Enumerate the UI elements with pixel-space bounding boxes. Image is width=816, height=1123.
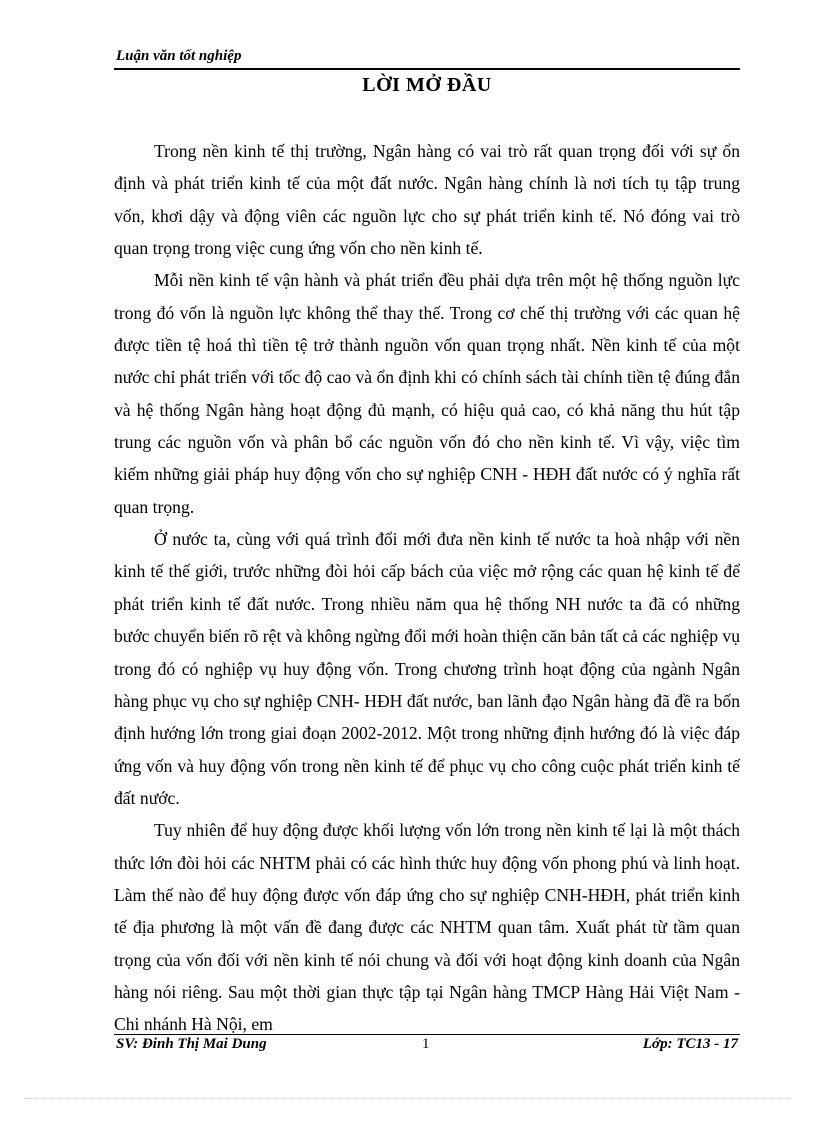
document-body: [114, 135, 740, 1041]
page-edge-divider: [24, 1098, 792, 1099]
page-footer: [114, 1034, 740, 1055]
page-header: [114, 46, 740, 70]
paragraph: Trong nền kinh tế thị trường, Ngân hàng có vai trò rất quan trọng đối với sự ổn định và phát triển kinh tế của một đất nước. Ngân hàng chính là nơi tích tụ tập trung vốn, khơi dậy và động viên các nguồn lực cho sự phát triển kinh tế. Nó đóng vai trò quan trọng trong việc cung ứng vốn cho nền kinh tế.: [114, 141, 740, 259]
paragraph: Tuy nhiên để huy động được khối lượng vốn lớn trong nền kinh tế lại là một thách thức lớn đòi hỏi các NHTM phải có các hình thức huy động vốn phong phú và linh hoạt. Làm thế nào để huy động được vốn đáp ứng cho sự nghiệp CNH-HĐH, phát triển kinh tế địa phương là một vấn đề đang được các NHTM quan tâm. Xuất phát từ tầm quan trọng của vốn đối với nền kinh tế nói chung và đối với hoạt động kinh doanh của Ngân hàng nói riêng. Sau một thời gian thực tập tại Ngân hàng TMCP Hàng Hải Việt Nam - Chi nhánh Hà Nội, em: [114, 820, 740, 1035]
page-number: 1: [422, 1036, 430, 1052]
document-title: LỜI MỞ ĐẦU: [362, 74, 492, 96]
paragraph: Mỗi nền kinh tế vận hành và phát triển đều phải dựa trên một hệ thống nguồn lực trong đó vốn là nguồn lực không thể thay thế. Trong cơ chế thị trường với các quan hệ được tiền tệ hoá thì tiền tệ trở thành nguồn vốn quan trọng nhất. Nền kinh tế của một nước chỉ phát triển với tốc độ cao và ổn định khi có chính sách tài chính tiền tệ đúng đắn và hệ thống Ngân hàng hoạt động đủ mạnh, có hiệu quả cao, có khả năng thu hút tập trung các nguồn vốn và phân bổ các nguồn vốn đó cho nền kinh tế. Vì vậy, việc tìm kiếm những giải pháp huy động vốn cho sự nghiệp CNH - HĐH đất nước có ý nghĩa rất quan trọng.: [114, 270, 740, 517]
paragraph: Ở nước ta, cùng với quá trình đổi mới đưa nền kinh tế nước ta hoà nhập với nền kinh tế thế giới, trước những đòi hỏi cấp bách của việc mở rộng các quan hệ kinh tế để phát triển kinh tế đất nước. Trong nhiều năm qua hệ thống NH nước ta đã có những bước chuyển biến rõ rệt và không ngừng đổi mới hoàn thiện căn bản tất cả các nghiệp vụ trong đó có nghiệp vụ huy động vốn. Trong chương trình hoạt động của ngành Ngân hàng phục vụ cho sự nghiệp CNH- HĐH đất nước, ban lãnh đạo Ngân hàng đã đề ra bốn định hướng lớn trong giai đoạn 2002-2012. Một trong những định hướng đó là việc đáp ứng vốn và huy động vốn trong nền kinh tế để phục vụ cho công cuộc phát triển kinh tế đất nước.: [114, 529, 740, 808]
footer-student-name: SV: Đinh Thị Mai Dung: [116, 1036, 267, 1052]
footer-class: Lớp: TC13 - 17: [642, 1036, 738, 1052]
header-title: Luận văn tốt nghiệp: [116, 48, 242, 64]
